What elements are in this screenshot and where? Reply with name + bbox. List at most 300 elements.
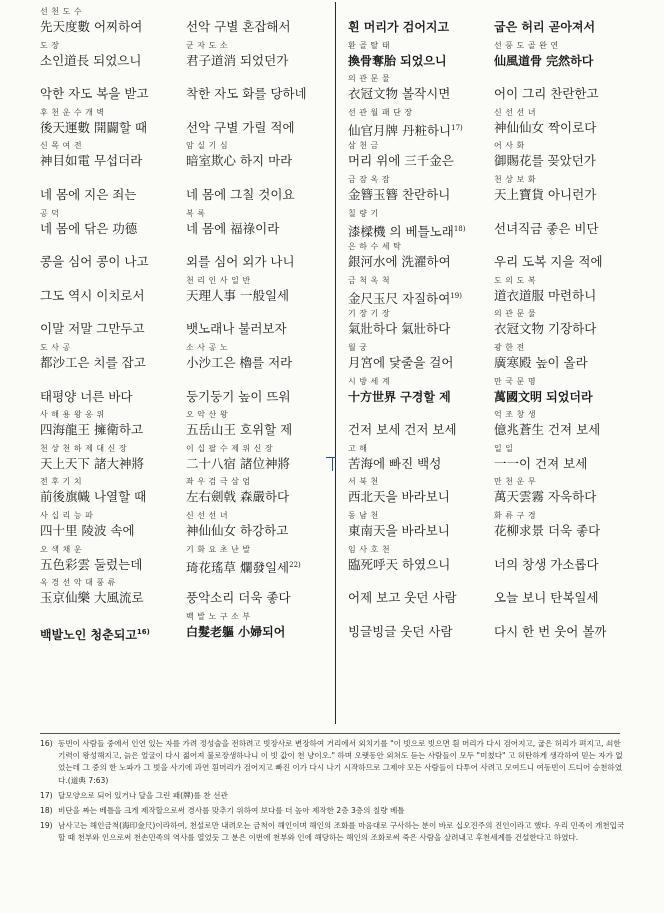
verse-text: 선녀직금 좋은 비단	[494, 220, 599, 236]
verse-text: 네 몸에 福祿이라	[186, 220, 280, 236]
poem-verse	[494, 556, 599, 574]
poem-verse	[494, 52, 593, 70]
poem-line	[348, 40, 498, 74]
poem-verse	[348, 253, 451, 271]
hangul-reading: 신 목 여 전	[40, 141, 83, 151]
footnote	[40, 805, 628, 817]
verse-text: 換骨奪胎 되었으니	[348, 53, 447, 68]
poem-line	[348, 443, 498, 477]
poem-line	[40, 6, 190, 40]
poem-line	[494, 174, 644, 208]
poem-line	[348, 6, 498, 40]
verse-text: 어이 그리 찬란한고	[494, 86, 599, 102]
footnote-rule	[40, 733, 620, 734]
text-cursor-mark	[326, 456, 340, 472]
poem-line	[494, 40, 644, 74]
poem-verse	[186, 18, 291, 36]
poem-line	[40, 342, 190, 376]
verse-text: 神仙仙女 하강하고	[186, 522, 289, 538]
poem-line	[494, 443, 644, 477]
poem-line	[186, 140, 336, 174]
poem-line	[348, 376, 498, 410]
poem-verse	[494, 287, 596, 305]
footnote-number: 17)	[40, 790, 53, 800]
verse-text: 西北天을 바라보니	[348, 489, 450, 505]
hangul-reading: 후 천 운 수 개 벽	[40, 107, 105, 117]
poem-verse	[494, 589, 599, 607]
poem-line	[40, 73, 190, 107]
hangul-reading: 군 자 도 소	[186, 40, 229, 50]
verse-text: 우리 도복 지을 적에	[494, 254, 603, 270]
poem-verse	[348, 320, 450, 338]
poem-line	[186, 174, 336, 208]
hangul-reading: 임 사 호 천	[348, 544, 391, 554]
verse-text: 仙官月牌 丹粧하니	[348, 122, 452, 138]
verse-text: 너의 창생 가소롭다	[494, 556, 599, 572]
hangul-reading: 고 해	[348, 443, 368, 453]
footnote	[40, 820, 628, 844]
hangul-reading: 칠 량 기	[348, 208, 379, 218]
poem-line	[186, 308, 336, 342]
verse-text: 태평양 너른 바다	[40, 388, 133, 404]
verse-text: 백발노인 청춘되고	[40, 627, 137, 642]
hangul-reading: 월 궁	[348, 342, 368, 352]
poem-verse	[40, 152, 142, 170]
poem-verse	[40, 18, 142, 36]
verse-text: 衣冠文物 기장하다	[494, 321, 597, 337]
poem-verse	[186, 85, 307, 103]
poem-verse	[348, 388, 451, 406]
verse-text: 一一이 건져 보세	[494, 455, 588, 471]
poem-verse	[40, 623, 150, 644]
verse-text: 御賜花를 꽂았던가	[494, 153, 596, 169]
verse-text: 十方世界 구경할 제	[348, 389, 451, 404]
poem-verse	[348, 186, 450, 204]
hangul-reading: 의 관 문 물	[348, 74, 391, 84]
poem-line	[494, 611, 644, 645]
hangul-reading: 선 풍 도 골 완 연	[494, 40, 559, 50]
footnote-number: 19)	[40, 821, 53, 831]
poem-verse	[348, 556, 450, 574]
hangul-reading: 천 리 인 사 일 반	[186, 275, 251, 285]
poem-verse	[40, 220, 137, 238]
poem-line	[186, 611, 336, 645]
verse-text: 다시 한 번 웃어 볼까	[494, 623, 607, 639]
footnote-ref: 22)	[289, 560, 301, 569]
verse-text: 萬天雲霧 자욱하다	[494, 489, 597, 505]
verse-text: 어제 보고 웃던 사람	[348, 590, 457, 606]
poem-line	[40, 174, 190, 208]
poem-verse	[40, 253, 149, 271]
verse-text: 콩을 심어 콩이 나고	[40, 254, 149, 270]
poem-line	[40, 376, 190, 410]
poem-line	[186, 241, 336, 275]
poem-verse	[186, 220, 279, 238]
poem-verse	[348, 220, 465, 241]
poem-verse	[494, 522, 600, 540]
footnote-ref: 19)	[450, 291, 462, 300]
poem-line	[40, 241, 190, 275]
verse-text: 左右劍戟 森嚴하다	[186, 489, 290, 505]
hangul-reading: 이 십 팔 수 제 위 신 장	[186, 443, 274, 453]
poem-line	[186, 275, 336, 309]
poem-verse	[40, 287, 145, 305]
verse-text: 빙글빙글 웃던 사람	[348, 623, 453, 639]
poem-line	[186, 544, 336, 578]
poem-line	[40, 443, 190, 477]
poem-line	[40, 107, 190, 141]
poem-verse	[348, 52, 447, 70]
poem-line	[494, 577, 644, 611]
footnote-text: 비단을 짜는 베틀을 크게 제작할으로써 경사를 맞추기 위하여 보다를 더 높아 제작한 2층 3층의 칠량 베틀	[58, 806, 405, 816]
verse-text: 漆樑機 의 베틀노래	[348, 223, 454, 239]
poem-line	[40, 611, 190, 645]
verse-text: 굽은 허리 곧아져서	[494, 20, 596, 34]
verse-text: 天上寶貨 아니런가	[494, 186, 597, 202]
verse-text: 四十里 陵波 속에	[40, 522, 135, 538]
poem-verse	[40, 455, 144, 473]
poem-verse	[40, 320, 145, 338]
hangul-reading: 일 일	[494, 443, 514, 453]
poem-verse	[348, 421, 457, 439]
hangul-reading: 의 관 문 물	[494, 309, 537, 319]
verse-text: 玉京仙樂 大風流로	[40, 590, 144, 606]
poem-line	[40, 275, 190, 309]
verse-text: 暗室欺心 하지 마라	[186, 153, 293, 169]
verse-text: 先天度數 어찌하여	[40, 19, 143, 34]
poem-verse	[186, 253, 295, 271]
poem-line	[186, 208, 336, 242]
poem-column-4	[494, 6, 644, 644]
footnote-text: 달모양으로 되어 있거나 달을 그린 패(牌)를 찬 선관	[58, 790, 228, 800]
poem-verse	[186, 152, 292, 170]
poem-verse	[494, 354, 588, 372]
hangul-reading: 동 남 천	[348, 510, 379, 520]
verse-text: 臨死呼天 하였으니	[348, 556, 451, 572]
verse-text: 네 몸에 지은 죄는	[40, 186, 137, 202]
poem-line	[186, 476, 336, 510]
poem-line	[494, 409, 644, 443]
poem-line	[186, 107, 336, 141]
poem-verse	[494, 152, 596, 170]
poem-line	[494, 107, 644, 141]
poem-verse	[348, 18, 449, 36]
poem-verse	[186, 287, 289, 305]
footnote-ref: 18)	[453, 224, 466, 233]
poem-line	[494, 73, 644, 107]
poem-verse	[348, 152, 454, 170]
poem-verse	[348, 623, 453, 641]
poem-verse	[186, 119, 295, 137]
poem-verse	[40, 522, 135, 540]
poem-verse	[348, 455, 441, 473]
poem-line	[348, 208, 498, 242]
poem-verse	[40, 186, 136, 204]
poem-verse	[186, 52, 288, 70]
poem-line	[40, 409, 190, 443]
poem-column-2	[186, 6, 336, 644]
hangul-reading: 천 상 천 하 제 대 신 장	[40, 443, 128, 453]
poem-line	[494, 241, 644, 275]
poem-verse	[494, 455, 587, 473]
poem-line	[186, 40, 336, 74]
poem-line	[186, 409, 336, 443]
poem-verse	[494, 421, 600, 439]
poem-line	[186, 510, 336, 544]
verse-text: 後天運數 開闢할 때	[40, 119, 148, 135]
poem-verse	[186, 589, 291, 607]
poem-line	[348, 342, 498, 376]
footnote	[40, 790, 628, 802]
poem-line	[186, 577, 336, 611]
poem-verse	[348, 589, 457, 607]
poem-verse	[348, 119, 463, 140]
hangul-reading: 전 후 기 치	[40, 477, 83, 487]
hangul-reading: 좌 우 검 극 삼 엄	[186, 477, 251, 487]
footnotes	[40, 738, 628, 848]
hangul-reading: 선 관 월 패 단 장	[348, 107, 413, 117]
verse-text: 뱃노래나 불러보자	[186, 321, 287, 337]
hangul-reading: 억 조 창 생	[494, 410, 537, 420]
poem-line	[348, 611, 498, 645]
poem-line	[494, 308, 644, 342]
poem-verse	[494, 488, 596, 506]
verse-text: 億兆蒼生 건져 보세	[494, 422, 601, 438]
hangul-reading: 어 사 화	[494, 141, 525, 151]
verse-text: 銀河水에 洗濯하여	[348, 254, 451, 270]
poem-line	[186, 73, 336, 107]
poem-line	[348, 577, 498, 611]
poem-column-1	[40, 6, 190, 644]
verse-text: 그도 역시 이치로서	[40, 287, 145, 303]
verse-text: 廣寒殿 높이 올라	[494, 354, 588, 370]
hangul-reading: 삼 천 금	[348, 141, 379, 151]
verse-text: 선악 구별 가릴 적에	[186, 119, 295, 135]
poem-line	[40, 544, 190, 578]
poem-verse	[186, 455, 290, 473]
hangul-reading: 오 색 채 운	[40, 544, 83, 554]
hangul-reading: 사 해 용 왕 옹 위	[40, 410, 105, 420]
hangul-reading: 기 장 기 장	[348, 309, 391, 319]
verse-text: 외를 심어 외가 나니	[186, 254, 295, 270]
hangul-reading: 만 천 운 무	[494, 477, 537, 487]
poem-line	[40, 40, 190, 74]
poem-line	[40, 140, 190, 174]
poem-verse	[186, 623, 285, 641]
verse-text: 天上天下 諸大神將	[40, 455, 144, 471]
hangul-reading: 은 하 수 세 탁	[348, 242, 402, 252]
verse-text: 金尺玉尺 자질하여	[348, 290, 451, 306]
verse-text: 道衣道服 마련하니	[494, 287, 597, 303]
hangul-reading: 광 한 전	[494, 342, 525, 352]
verse-text: 白髮老軀 小婦되어	[186, 624, 286, 639]
verse-text: 天理人事 一般일세	[186, 287, 290, 303]
verse-text: 선악 구별 혼잡해서	[186, 19, 291, 34]
hangul-reading: 금 잠 옥 잠	[348, 174, 391, 184]
verse-text: 都沙工은 치를 잡고	[40, 354, 146, 370]
poem-line	[348, 241, 498, 275]
poem-verse	[348, 522, 450, 540]
poem-verse	[186, 522, 288, 540]
footnote-text: 동빈이 사람들 중에서 인연 있는 자를 가려 정성술을 전하려고 빗장사로 변장하여 거리에서 외치기를 "이 빗으로 빗으면 흰 머리가 다시 검어지고, 굽은 허리가 펴지고, 쇠한 기력이 왕성해지고, 늙은 얼굴이 다시 젊어져 불로장생하나니 이 빗 값이 천 냥이오." 하며 오랫동안 외쳐도 듣는 사람들이 모두 "미쳤다" 고 허탄하게 생각하여 믿는 자가 없었는데 그 중의 한 노파가 그 빗을 사기에 과연 흰머리가 검어지고 빠진 이가 다시 나기 시작하므로 그제야 모든 사람들이 다투어 사려고 모여드니 여동빈이 드디어 승천하였다.(道典 7:63)	[58, 739, 623, 785]
poem-verse	[40, 354, 146, 372]
poem-line	[348, 476, 498, 510]
verse-text: 흰 머리가 검어지고	[348, 20, 450, 34]
hangul-reading: 신 선 선 녀	[186, 510, 229, 520]
poem-verse	[186, 388, 291, 406]
poem-verse	[494, 18, 595, 36]
poem-verse	[40, 488, 146, 506]
verse-text: 이말 저말 그만두고	[40, 321, 145, 337]
poem-verse	[40, 85, 149, 103]
poem-verse	[186, 488, 289, 506]
verse-text: 神仙仙女 짝이로다	[494, 119, 597, 135]
hangul-reading: 도 장	[40, 40, 60, 50]
hangul-reading: 소 사 공 노	[186, 342, 229, 352]
column-divider	[335, 2, 336, 724]
poem-verse	[348, 488, 450, 506]
poem-verse	[348, 85, 450, 103]
verse-text: 前後旗幟 나열할 때	[40, 489, 147, 505]
poem-verse	[186, 320, 287, 338]
verse-text: 소인道長 되었으니	[40, 52, 142, 68]
poem-line	[494, 208, 644, 242]
poem-verse	[40, 119, 147, 137]
hangul-reading: 천 상 보 화	[494, 174, 537, 184]
poem-verse	[494, 623, 607, 641]
verse-text: 네 몸에 그칠 것이요	[186, 186, 295, 202]
poem-line	[40, 577, 190, 611]
poem-line	[348, 409, 498, 443]
poem-line	[348, 140, 498, 174]
poem-verse	[494, 85, 599, 103]
hangul-reading: 환 골 탈 태	[348, 40, 391, 50]
hangul-reading: 기 화 요 초 난 발	[186, 544, 251, 554]
poem-verse	[494, 253, 603, 271]
poem-verse	[494, 388, 593, 406]
poem-verse	[40, 556, 142, 574]
poem-line	[186, 443, 336, 477]
verse-text: 苦海에 빠진 백성	[348, 455, 442, 471]
verse-text: 오늘 보니 탄복일세	[494, 590, 599, 606]
poem-verse	[494, 220, 599, 238]
verse-text: 仙風道骨 完然하다	[494, 53, 594, 68]
hangul-reading: 만 국 문 명	[494, 376, 537, 386]
poem-line	[494, 140, 644, 174]
poem-line	[494, 510, 644, 544]
verse-text: 五岳山王 호위할 제	[186, 422, 293, 438]
footnote-ref: 17)	[451, 123, 463, 132]
poem-verse	[494, 186, 596, 204]
verse-text: 네 몸에 닦은 功德	[40, 220, 138, 236]
verse-text: 花柳求景 더욱 좋다	[494, 522, 601, 538]
hangul-reading: 서 북 천	[348, 477, 379, 487]
hangul-reading: 암 실 기 심	[186, 141, 229, 151]
verse-text: 君子道消 되었던가	[186, 52, 289, 68]
hangul-reading: 공 덕	[40, 208, 60, 218]
poem-line	[348, 308, 498, 342]
poem-verse	[186, 354, 292, 372]
hangul-reading: 금 척 옥 척	[348, 275, 391, 285]
poem-line	[186, 6, 336, 40]
poem-verse	[40, 52, 141, 70]
verse-text: 五色彩雲 둘렀는데	[40, 556, 143, 572]
verse-text: 머리 위에 三千金은	[348, 153, 454, 169]
poem-line	[348, 544, 498, 578]
hangul-reading: 옥 경 선 악 대 풍 류	[40, 578, 116, 588]
hangul-reading: 화 류 구 경	[494, 510, 537, 520]
footnote-number: 16)	[40, 739, 53, 748]
poem-line	[186, 376, 336, 410]
hangul-reading: 신 선 선 녀	[494, 107, 537, 117]
poem-line	[40, 510, 190, 544]
verse-text: 건저 보세 건저 보세	[348, 422, 457, 438]
poem-line	[348, 174, 498, 208]
hangul-reading: 오 악 산 왕	[186, 410, 229, 420]
hangul-reading: 선 천 도 수	[40, 7, 83, 16]
poem-line	[348, 73, 498, 107]
poem-line	[40, 208, 190, 242]
poem-verse	[494, 119, 596, 137]
verse-text: 둥기둥기 높이 뜨워	[186, 388, 291, 404]
poem-line	[494, 376, 644, 410]
poem-line	[40, 476, 190, 510]
verse-text: 衣冠文物 볼작시면	[348, 86, 451, 102]
verse-text: 풍악소리 더욱 좋다	[186, 590, 291, 606]
verse-text: 金簪玉簪 찬란하니	[348, 186, 451, 202]
poem-column-3	[348, 6, 498, 644]
verse-text: 琦花瑤草 爛發일세	[186, 559, 290, 575]
verse-text: 착한 자도 화를 당하네	[186, 86, 307, 102]
hangul-reading: 사 십 리 능 파	[40, 510, 94, 520]
poem-line	[348, 510, 498, 544]
poem-verse	[186, 421, 292, 439]
footnote-ref: 16)	[136, 627, 150, 636]
poem-line	[494, 342, 644, 376]
poem-verse	[40, 388, 132, 406]
poem-verse	[40, 589, 144, 607]
poem-line	[348, 107, 498, 141]
hangul-reading: 백 발 노 구 소 부	[186, 611, 251, 621]
poem-line	[494, 275, 644, 309]
footnote	[40, 738, 628, 787]
verse-text: 萬國文明 되었더라	[494, 389, 593, 404]
poem-verse	[186, 556, 301, 577]
poem-verse	[348, 287, 462, 308]
poem-line	[494, 6, 644, 40]
hangul-reading: 도 의 도 복	[494, 275, 537, 285]
poem-verse	[348, 354, 453, 372]
footnote-number: 18)	[40, 806, 53, 816]
poem-line	[186, 342, 336, 376]
hangul-reading: 복 록	[186, 208, 206, 218]
poem-line	[494, 476, 644, 510]
verse-text: 악한 자도 복을 받고	[40, 86, 149, 102]
poem-line	[40, 308, 190, 342]
verse-text: 小沙工은 櫓를 저라	[186, 354, 293, 370]
poem-line	[494, 544, 644, 578]
hangul-reading: 시 방 세 계	[348, 376, 391, 386]
verse-text: 二十八宿 諸位神將	[186, 455, 290, 471]
hangul-reading: 도 사 공	[40, 342, 71, 352]
poem-verse	[494, 320, 596, 338]
verse-text: 東南天을 바라보니	[348, 522, 450, 538]
verse-text: 四海龍王 擁衛하고	[40, 422, 144, 438]
footnote-text: 남사고는 해인금척(海印金尺)이라하여, 천설로만 내려오는 금척이 해인이며 해인의 조화를 마음대로 구사하는 분이 바로 십오진주의 진인이라고 했다. 우리 민족이 개천입국 할 때 천부와 인으로써 천손민족의 역사를 열었듯 그 분은 이번에 천부와 인에 해당하는 해인의 조화로써 죽은 사람을 살려내고 후천세계를 건설한다고 하였다.	[58, 821, 625, 843]
verse-text: 月宮에 닻줄을 걸어	[348, 354, 454, 370]
poem-verse	[186, 186, 295, 204]
verse-text: 氣壯하다 氣壯하다	[348, 321, 451, 337]
